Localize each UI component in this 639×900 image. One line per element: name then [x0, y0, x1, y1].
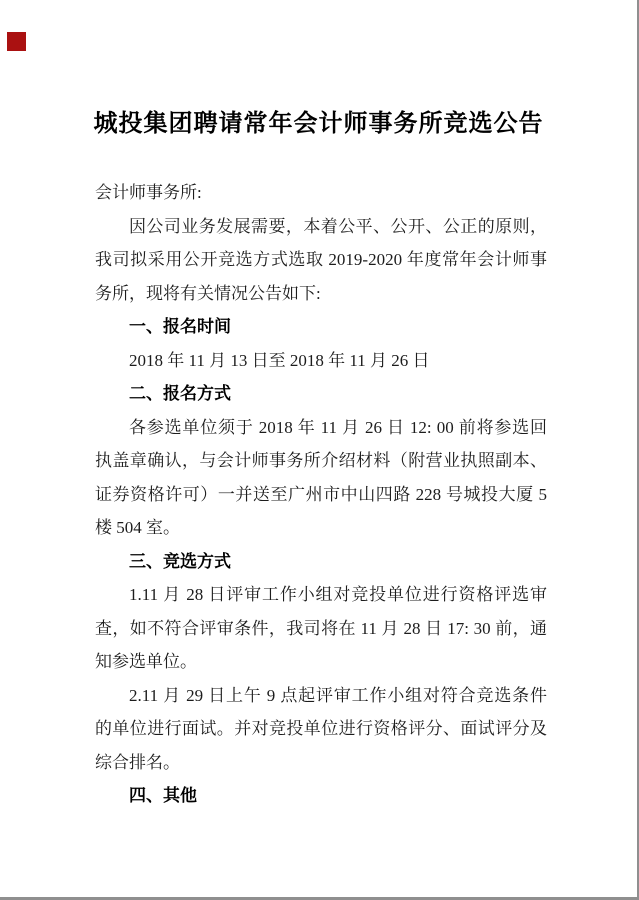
- text-line: 的单位进行面试。并对竞投单位进行资格评分、面试评分及: [95, 719, 547, 738]
- text-line: 楼 504 室。: [95, 518, 180, 537]
- red-square-marker: [7, 32, 26, 51]
- document-title: 城投集团聘请常年会计师事务所竞选公告: [93, 110, 544, 137]
- text-line: 会计师事务所:: [95, 183, 202, 202]
- text-line: 各参选单位须于 2018 年 11 月 26 日 12: 00 前将参选回: [129, 417, 547, 437]
- text-line: 知参选单位。: [95, 652, 197, 671]
- text-line: 查，如不符合评审条件，我司将在 11 月 28 日 17: 30 前，通: [95, 618, 547, 638]
- text-line: 因公司业务发展需要，本着公平、公开、公正的原则，: [129, 216, 547, 236]
- section-heading: 三、竞选方式: [129, 551, 231, 571]
- text-line: 我司拟采用公开竞选方式选取 2019-2020 年度常年会计师事: [95, 250, 547, 269]
- text-line: 1.11 月 28 日评审工作小组对竞投单位进行资格评选审: [129, 585, 547, 604]
- text-line: 证券资格许可）一并送至广州市中山四路 228 号城投大厦 5: [95, 484, 547, 504]
- text-line: 2018 年 11 月 13 日至 2018 年 11 月 26 日: [129, 350, 430, 370]
- section-heading: 四、其他: [129, 786, 197, 805]
- text-line: 执盖章确认，与会计师事务所介绍材料（附营业执照副本、: [95, 451, 547, 470]
- text-line: 务所，现将有关情况公告如下:: [95, 283, 321, 303]
- section-heading: 一、报名时间: [129, 317, 231, 336]
- text-line: 2.11 月 29 日上午 9 点起评审工作小组对符合竞选条件: [129, 685, 547, 705]
- text-line: 综合排名。: [95, 752, 180, 772]
- section-heading: 二、报名方式: [129, 384, 231, 403]
- document-body: [95, 176, 547, 813]
